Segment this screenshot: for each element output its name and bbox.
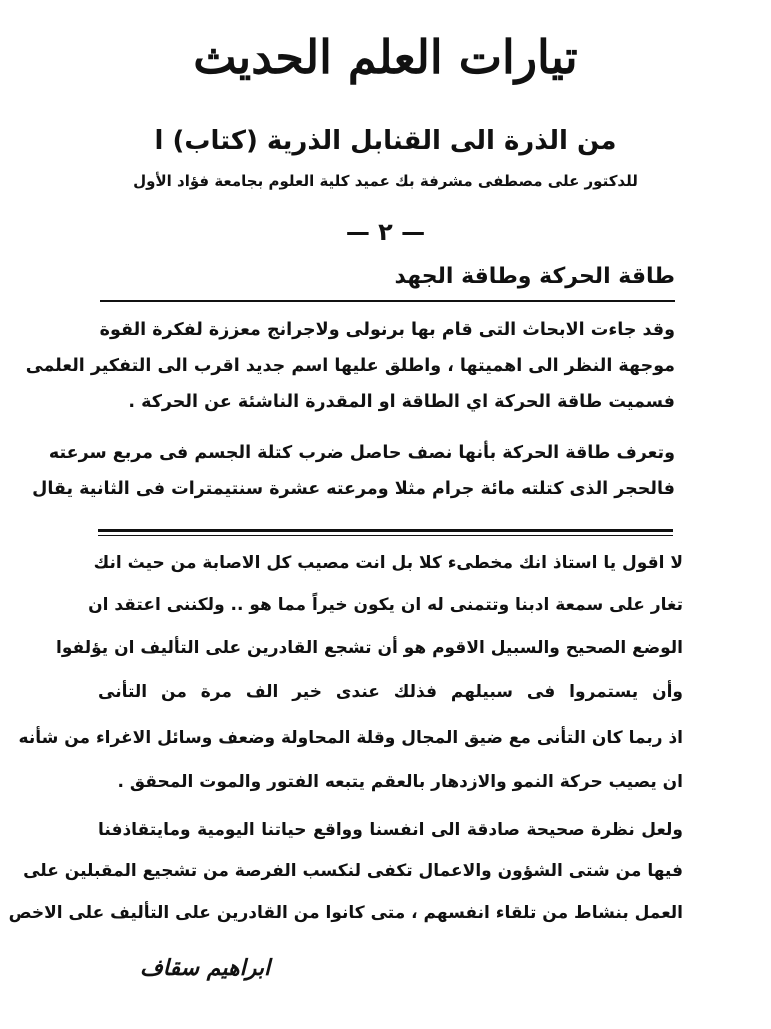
letter-line: ان يصيب حركة النمو والازدهار بالعقم يتبعه الفتور والموت المحقق . xyxy=(117,772,683,792)
letter-line: العمل بنشاط من تلقاء انفسهم ، متى كانوا من القادرين على التأليف على الاخص xyxy=(8,903,683,923)
letter-line: فيها من شتى الشؤون والاعمال تكفى لنكسب الفرصة من تشجيع المقبلين على xyxy=(23,861,683,881)
article-byline: للدكتور على مصطفى مشرفة بك عميد كلية العلوم بجامعة فؤاد الأول xyxy=(133,172,638,190)
letter-line: الوضع الصحيح والسبيل الاقوم هو أن تشجع القادرين على التأليف ان يؤلفوا xyxy=(56,638,683,658)
article-line: وتعرف طاقة الحركة بأنها نصف حاصل ضرب كتلة الجسم فى مربع سرعته xyxy=(48,443,675,463)
part-number: — ٢ — xyxy=(345,218,426,246)
article-line: وقد جاءت الابحاث التى قام بها برنولى ولاجرانج معززة لفكرة القوة xyxy=(99,320,675,340)
author-signature: ابراهيم سقاف xyxy=(140,955,271,981)
heading-underline xyxy=(100,300,675,302)
article-line: فسميت طاقة الحركة اي الطاقة او المقدرة الناشئة عن الحركة . xyxy=(128,392,675,412)
article-line: موجهة النظر الى اهميتها ، واطلق عليها اسم جديد اقرب الى التفكير العلمى xyxy=(25,356,675,376)
letter-line: ولعل نظرة صحيحة صادقة الى انفسنا وواقع حياتنا اليومية ومايتقاذفنا xyxy=(98,820,683,840)
letter-line: اذ ربما كان التأنى مع ضيق المجال وقلة المحاولة وضعف وسائل الاغراء من شأنه xyxy=(18,728,683,748)
article-title: من الذرة الى القنابل الذرية (كتاب) ا xyxy=(154,126,617,156)
article-line: فالحجر الذى كتلته مائة جرام مثلا ومرعته عشرة سنتيمترات فى الثانية يقال xyxy=(32,479,675,499)
section-heading: طاقة الحركة وطاقة الجهد xyxy=(394,264,675,289)
section-divider xyxy=(98,529,673,536)
letter-line: تغار على سمعة ادبنا وتتمنى له ان يكون خيراً مما هو .. ولكننى اعتقد ان xyxy=(88,595,683,615)
masthead-title: تيارات العلم الحديث xyxy=(193,30,578,84)
letter-line: وأن يستمروا فى سبيلهم فذلك عندى خير الف مرة من التأنى xyxy=(98,682,683,702)
letter-line: لا اقول يا استاذ انك مخطىء كلا بل انت مصيب كل الاصابة من حيث انك xyxy=(93,553,683,573)
